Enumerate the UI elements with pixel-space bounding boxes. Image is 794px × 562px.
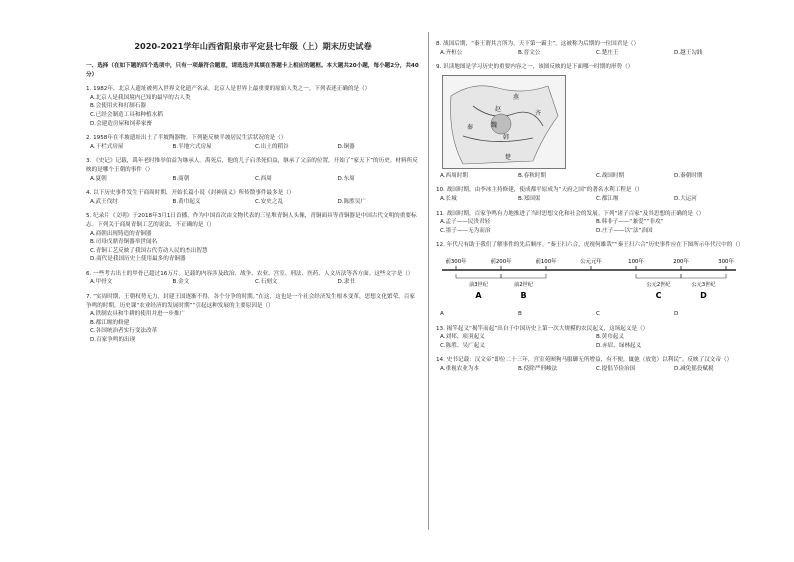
answer-row [440, 218, 752, 227]
answer-option[interactable]: D.铜器 [337, 143, 355, 150]
right-column [436, 34, 752, 374]
timeline-span-label: 公元3世纪 [691, 281, 716, 288]
question-stem: 14. 史书记载：汉文帝“即位二十三年，宫室苑囿狗马服御无所增益，有不便，辄弛（放宽）以利民”。反映了汉文帝（） [436, 357, 733, 364]
answer-option[interactable]: D.减免徭役赋税 [674, 365, 714, 372]
page-title: 2020-2021学年山西省阳泉市平定县七年级（上）期末历史试卷 [134, 41, 372, 51]
answer-option[interactable]: A.甲骨文 [90, 279, 113, 286]
answer-option[interactable]: B.黄巾起义 [596, 334, 624, 341]
answer-option[interactable]: B.春秋时期 [518, 172, 546, 179]
answer-row [440, 227, 752, 236]
question-block [86, 157, 420, 183]
column-divider [428, 32, 429, 530]
question-stem: 9. 识读地图是学习历史的重要内容之一，该图反映的是下面哪一时期的形势（） [436, 64, 634, 71]
answer-option[interactable]: A.长城 [440, 195, 457, 202]
answer-option[interactable]: B.司母戊鼎青铜器举世闻名 [90, 239, 158, 246]
answer-option[interactable]: D.越王勾践 [674, 49, 703, 56]
map-label: 齐 [535, 109, 542, 117]
answer-option[interactable]: C.陈胜、吴广起义 [440, 342, 485, 349]
answer-option[interactable]: A.夏朝 [90, 175, 107, 182]
timeline-bracket [636, 274, 681, 278]
question-block [436, 356, 752, 373]
question-stem: 5. 纪录片《文明》于2018年3月1日首播，作为中国首次由文物代表的三星堆青铜人头像，青铜面具等青铜器是中国古代文明的重要标志。下列关于商周青铜工艺的说法，不正确的是（） [86, 213, 417, 228]
question-stem: 11. 战国时期，百家争鸣有力地推进了当时思想文化和社会的发展。下列“诸子百家”及其思想的正确的是（） [436, 210, 705, 217]
answer-option[interactable]: C.青铜工艺反映了我国古代劳动人民的杰出智慧 [90, 247, 208, 254]
question-stem: 4. 以下历史事件发生于商周时期，开始长篇小说《封神演义》所传散事件最多是（） [86, 190, 295, 197]
answer-option[interactable]: D [674, 310, 679, 317]
answer-option[interactable]: D.百家争鸣的出现 [90, 337, 136, 344]
answer-row [90, 198, 420, 207]
answer-option[interactable]: B.半地穴式房屋 [172, 143, 212, 150]
answer-row [90, 143, 420, 152]
answer-option[interactable]: C.安史之乱 [255, 198, 284, 205]
answer-option[interactable]: B.黄巾起义 [172, 198, 201, 205]
answer-option[interactable]: A.北京人是我国境内已知的最早的古人类 [90, 94, 191, 101]
question-stem: 1. 1982年，北京人遗址被列入世界文化遗产名录。北京人是世界上最重要的原始人类之一。下列表述正确的是（） [86, 86, 371, 93]
answer-option[interactable]: C.已经会制造工具和种植水稻 [90, 111, 163, 118]
answer-option[interactable]: A.铁制农具和牛耕的使用并进一步推广 [90, 311, 186, 318]
question-block [436, 210, 752, 236]
answer-option[interactable]: D.大运河 [674, 195, 697, 202]
answer-row [440, 333, 752, 342]
timeline-tick-label: 前100年 [535, 258, 557, 265]
answer-option[interactable]: D.庄子——以“法”治国 [596, 227, 653, 234]
timeline-figure [436, 252, 744, 308]
map-label: 燕 [513, 93, 520, 101]
answer-row [90, 175, 420, 184]
answer-option[interactable]: A.商朝出现铸造的青铜器 [90, 230, 152, 237]
question-stem: 2. 1958年在半坡遗址出土了半坡陶器物。下列能反映半坡居民生活状况的是（） [86, 135, 287, 142]
answer-row [440, 310, 752, 319]
answer-option[interactable]: C.提倡节俭治国 [596, 365, 636, 372]
answer-option[interactable]: A.武王伐纣 [90, 198, 118, 205]
answer-option[interactable]: C.石刻文 [255, 279, 278, 286]
question-block [86, 85, 420, 128]
answer-option[interactable]: C.各国统治者实行变法改革 [90, 328, 158, 335]
timeline-bracket [501, 274, 546, 278]
question-block [86, 293, 420, 345]
question-block [436, 241, 752, 318]
timeline-tick-label: 前200年 [490, 258, 512, 265]
answer-option[interactable]: B.韩非子——“兼爱”“非攻” [596, 219, 664, 226]
timeline-letter: A [475, 290, 482, 300]
answer-option[interactable]: B.金文 [172, 279, 190, 286]
answer-option[interactable]: C [596, 310, 600, 317]
answer-option[interactable]: A.齐桓公 [440, 49, 463, 56]
timeline-letter: C [655, 290, 662, 300]
timeline-letter: B [520, 290, 527, 300]
answer-row [440, 342, 752, 351]
timeline-drawing [436, 252, 744, 308]
answer-option[interactable]: A.重视农业为本 [440, 365, 480, 372]
question-stem: 8. 战国后期，“秦王谓其言所为，天下第一霸主”。这被称为后期的一位国君是（） [436, 41, 640, 47]
answer-row [440, 172, 752, 181]
answer-row [440, 195, 752, 204]
timeline-span-label: 前2世纪 [514, 281, 533, 288]
answer-option[interactable]: C.西周 [255, 175, 272, 182]
answer-option[interactable]: C.出土的稻谷 [255, 143, 289, 150]
left-question-list [86, 85, 420, 344]
answer-option[interactable]: C.墨子——无为而治 [440, 227, 491, 234]
left-column [86, 62, 420, 345]
question-stem: 13. 揭竿起义“揭竿而起”出自于中国历史上第一次大规模的农民起义，这场起义是（） [436, 325, 649, 332]
timeline-span-label: 前3世纪 [469, 281, 488, 288]
timeline-tick-label: 300年 [718, 258, 734, 265]
answer-option[interactable]: A.孟子——民贵君轻 [440, 219, 491, 226]
map-drawing [443, 76, 565, 168]
answer-option[interactable]: A.干栏式房屋 [90, 143, 124, 150]
answer-option[interactable]: B.商朝 [172, 175, 190, 182]
answer-row [440, 365, 752, 374]
map-label: 赵 [495, 105, 502, 113]
timeline-span-label: 公元2世纪 [646, 281, 671, 288]
right-question-list [436, 40, 752, 374]
map-figure [442, 75, 566, 169]
answer-option[interactable]: D.陈胜吴广 [337, 198, 366, 205]
section-heading: 一、选择（在如下题的四个选项中，只有一项最符合题意，请选选并其填在答题卡上相应的题框。本大题共20小题，每小题2分，共40分） [86, 63, 419, 78]
answer-row [440, 49, 752, 58]
answer-option[interactable]: A [440, 310, 444, 317]
answer-option[interactable]: D.隶书 [337, 279, 355, 286]
question-stem: 12. 年代尺有助于我们了解事件的先后顺序。“秦王扫六合，虎视何雄哉”“秦王扫六合”历史事件应在下图所示年代尺中的（） [436, 242, 744, 249]
timeline-tick-label: 公元元年 [580, 258, 602, 265]
timeline-letter: D [700, 290, 707, 300]
question-block [436, 186, 752, 203]
question-stem: 10. 战国时期，由李冰主持修建，使成都平原成为“天府之国”的著名水利工程是（） [436, 187, 643, 194]
map-label: 楚 [505, 153, 512, 161]
answer-option[interactable]: C.都江堰 [596, 195, 619, 202]
answer-option[interactable]: D.东周 [337, 175, 355, 182]
answer-option[interactable]: A.刘邦、项羽起义 [440, 334, 485, 341]
question-block [436, 63, 752, 180]
answer-option[interactable]: B.郑国渠 [518, 195, 541, 202]
answer-option[interactable]: D.商代是我国历史上使用最多的青铜器 [90, 256, 186, 263]
question-stem: 3. 《史记》记载，禹年老时推举伯益为继承人。禹死后，他的儿子启杀死伯益，继承了父亲的位置，开始了“家天下”的历史。材料所反映的是哪个王朝的事件（） [86, 158, 418, 173]
question-stem: 7. “实周时期，王朝权势无力，封建王国逐渐不得，各个分争的时期。”在这，这也是一个社会经济发生根本变革，思想文化繁荣，百家争鸣的时期。历史课“农业经济的发展时期”“引起这种发展的主要原因是（） [86, 294, 415, 309]
timeline-tick-label: 200年 [673, 258, 689, 265]
timeline-bracket [456, 274, 501, 278]
answer-option[interactable]: C.战国时期 [596, 172, 625, 179]
answer-option[interactable]: B [518, 310, 522, 317]
map-label: 秦 [467, 123, 474, 131]
answer-option[interactable]: B.晋文公 [518, 49, 541, 56]
timeline-tick-label: 前300年 [445, 258, 467, 265]
answer-option[interactable]: D.秦朝时期 [674, 172, 703, 179]
question-block [86, 212, 420, 264]
answer-option[interactable]: B.使除严刑峻法 [518, 365, 558, 372]
question-block [86, 134, 420, 151]
question-block [436, 325, 752, 351]
answer-row [90, 278, 420, 287]
question-block [436, 40, 752, 57]
answer-option[interactable]: B.都江堰的修建 [90, 319, 130, 326]
map-label: 魏 [491, 121, 498, 129]
answer-option[interactable]: C.楚庄王 [596, 49, 619, 56]
answer-option[interactable]: D.赤眉、绿林起义 [596, 342, 642, 349]
question-block [86, 270, 420, 287]
answer-option[interactable]: B.会使用火和打制石器 [90, 103, 146, 110]
question-block [86, 189, 420, 206]
question-stem: 6. 一些考古出土的甲骨已超过16万片。记载的内容涉及政治、战争、农业、宫室、刑法、医药、人文历法等各方面。这些文字是（） [86, 270, 414, 277]
timeline-bracket [681, 274, 726, 278]
answer-option[interactable]: A.西周时期 [440, 172, 468, 179]
answer-option[interactable]: D.会建造房屋和饲养家畜 [90, 120, 153, 127]
map-label: 韩 [503, 133, 510, 141]
timeline-tick-label: 100年 [628, 258, 644, 265]
